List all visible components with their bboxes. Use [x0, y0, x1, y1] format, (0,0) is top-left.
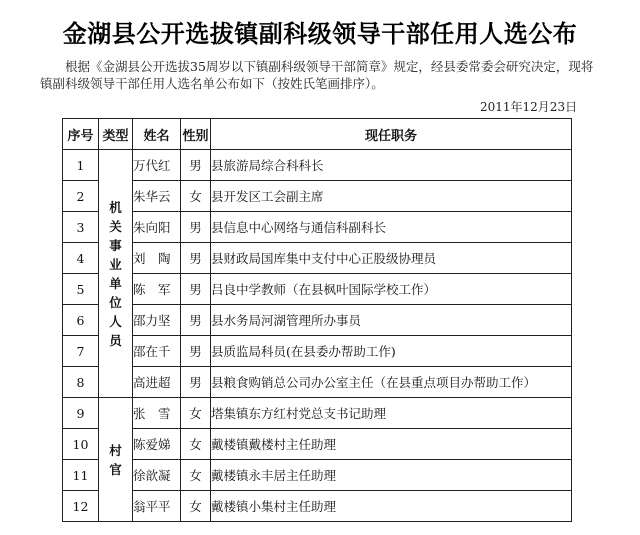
row-number: 3 [63, 212, 99, 243]
row-name: 徐歆凝 [133, 460, 181, 491]
row-gender: 女 [181, 460, 211, 491]
row-gender: 男 [181, 336, 211, 367]
row-number: 12 [63, 491, 99, 522]
row-type-group [99, 398, 133, 522]
header-position: 现任职务 [211, 119, 572, 150]
row-position: 县粮食购销总公司办公室主任（在县重点项目办帮助工作） [211, 367, 572, 398]
row-type-group [99, 150, 133, 398]
row-position: 塔集镇东方红村党总支书记助理 [211, 398, 572, 429]
header-num: 序号 [63, 119, 99, 150]
row-name: 陈 军 [133, 274, 181, 305]
table-row [63, 305, 572, 336]
table-row [63, 491, 572, 522]
type-group-label: 村官 [109, 442, 122, 477]
header-name: 姓名 [133, 119, 181, 150]
row-number: 1 [63, 150, 99, 181]
row-name: 朱华云 [133, 181, 181, 212]
table-row [63, 367, 572, 398]
row-position: 县质监局科员(在县委办帮助工作) [211, 336, 572, 367]
row-name: 刘 陶 [133, 243, 181, 274]
table-row [63, 150, 572, 181]
row-number: 9 [63, 398, 99, 429]
row-gender: 女 [181, 181, 211, 212]
table-row [63, 336, 572, 367]
row-name: 翁平平 [133, 491, 181, 522]
type-group-label: 机关事业单位人员 [109, 199, 122, 348]
intro-paragraph [40, 58, 600, 92]
row-position: 县水务局河湖管理所办事员 [211, 305, 572, 336]
intro-text: 根据《金湖县公开选拔35周岁以下镇副科级领导干部简章》规定，经县委常委会研究决定，现将镇副科级领导干部任用人选名单公布如下（按姓氏笔画排序）。 [40, 59, 594, 91]
table-row [63, 274, 572, 305]
row-number: 10 [63, 429, 99, 460]
row-gender: 女 [181, 491, 211, 522]
row-name: 朱向阳 [133, 212, 181, 243]
row-gender: 女 [181, 429, 211, 460]
row-gender: 男 [181, 150, 211, 181]
row-number: 4 [63, 243, 99, 274]
row-name: 邵在千 [133, 336, 181, 367]
table-row [63, 429, 572, 460]
header-type: 类型 [99, 119, 133, 150]
publish-date: 2011年12月23日 [480, 100, 578, 114]
row-position: 戴楼镇永丰居主任助理 [211, 460, 572, 491]
row-number: 8 [63, 367, 99, 398]
page-title: 金湖县公开选拔镇副科级领导干部任用人选公布 [62, 20, 578, 48]
row-gender: 男 [181, 274, 211, 305]
row-gender: 女 [181, 398, 211, 429]
row-number: 7 [63, 336, 99, 367]
row-position: 吕良中学教师（在县枫叶国际学校工作） [211, 274, 572, 305]
row-number: 6 [63, 305, 99, 336]
table-body [63, 150, 572, 522]
table-row [63, 212, 572, 243]
table-row [63, 243, 572, 274]
row-gender: 男 [181, 305, 211, 336]
table-row [63, 181, 572, 212]
row-position: 县开发区工会副主席 [211, 181, 572, 212]
row-number: 5 [63, 274, 99, 305]
row-number: 2 [63, 181, 99, 212]
row-position: 县财政局国库集中支付中心正股级协理员 [211, 243, 572, 274]
header-gender: 性别 [181, 119, 211, 150]
row-position: 县旅游局综合科科长 [211, 150, 572, 181]
row-name: 高进超 [133, 367, 181, 398]
row-position: 戴楼镇戴楼村主任助理 [211, 429, 572, 460]
row-name: 万代红 [133, 150, 181, 181]
table-header-row [63, 119, 572, 150]
appointment-table [62, 118, 572, 522]
table-row [63, 398, 572, 429]
row-name: 邵力坚 [133, 305, 181, 336]
row-gender: 男 [181, 367, 211, 398]
row-position: 县信息中心网络与通信科副科长 [211, 212, 572, 243]
row-name: 陈爱娣 [133, 429, 181, 460]
row-gender: 男 [181, 212, 211, 243]
row-position: 戴楼镇小集村主任助理 [211, 491, 572, 522]
row-gender: 男 [181, 243, 211, 274]
row-number: 11 [63, 460, 99, 491]
table-row [63, 460, 572, 491]
row-name: 张 雪 [133, 398, 181, 429]
